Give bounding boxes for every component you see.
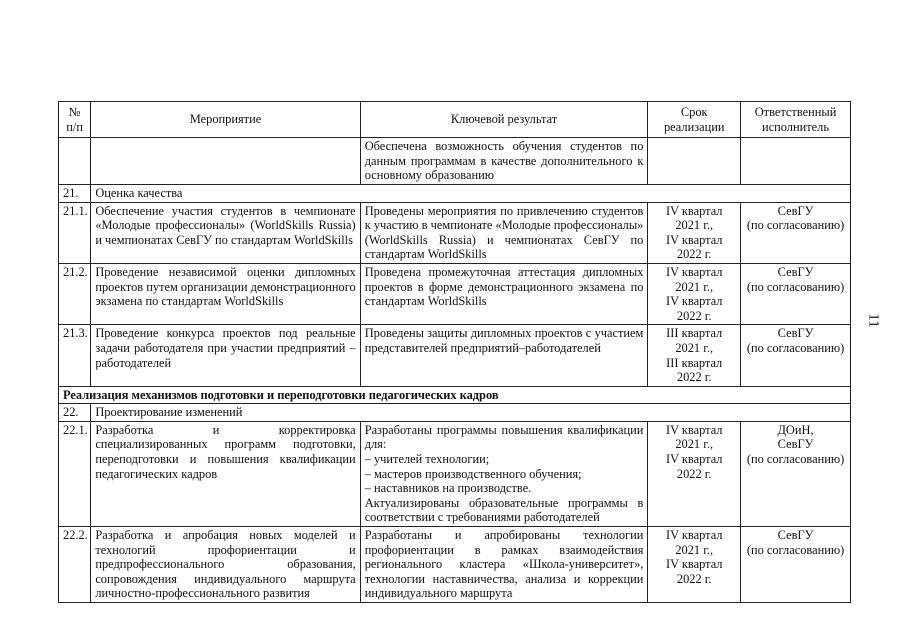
cell-number: 21.3. bbox=[59, 325, 91, 386]
table-row bbox=[59, 263, 851, 324]
group-title: Проектирование изменений bbox=[91, 404, 851, 422]
table-row bbox=[59, 421, 851, 526]
cell-number: 22.2. bbox=[59, 527, 91, 603]
action-plan-table bbox=[58, 101, 851, 603]
result-outro: Актуализированы образовательные программы в соответствии с требованиями работодателей bbox=[364, 495, 644, 525]
cell-number: 21.1. bbox=[59, 202, 91, 263]
cell-responsible: СевГУ (по согласованию) bbox=[741, 202, 851, 263]
header-term: Срок реализации bbox=[648, 102, 741, 138]
cell-responsible bbox=[741, 138, 851, 185]
cell-term bbox=[648, 138, 741, 185]
cell-term: IV квартал 2021 г., IV квартал 2022 г. bbox=[648, 202, 741, 263]
cell-result: Проведены защиты дипломных проектов с участием представителей предприятий–работодателей bbox=[360, 325, 648, 386]
cell-activity: Проведение независимой оценки дипломных проектов путем организации демонстрационного экзамена по стандартам WorldSkills bbox=[91, 263, 360, 324]
page-number: 11 bbox=[865, 313, 882, 328]
cell-result: Обеспечена возможность обучения студентов по данным программам в качестве дополнительного к основному образованию bbox=[360, 138, 648, 185]
section-row bbox=[59, 386, 851, 404]
cell-activity bbox=[91, 138, 360, 185]
cell-activity: Разработка и корректировка специализированных программ подготовки, переподготовки и повышения квалификации педагогических кадров bbox=[91, 421, 360, 526]
cell-responsible: СевГУ (по согласованию) bbox=[741, 325, 851, 386]
table-row bbox=[59, 202, 851, 263]
header-number: № п/п bbox=[59, 102, 91, 138]
result-intro: Разработаны программы повышения квалификации для: bbox=[364, 422, 644, 452]
section-title: Реализация механизмов подготовки и переподготовки педагогических кадров bbox=[59, 386, 851, 404]
header-responsible: Ответственный исполнитель bbox=[741, 102, 851, 138]
cell-number: 22.1. bbox=[59, 421, 91, 526]
cell-responsible: СевГУ (по согласованию) bbox=[741, 527, 851, 603]
cell-number bbox=[59, 138, 91, 185]
group-number: 21. bbox=[59, 184, 91, 202]
cell-result: Проведена промежуточная аттестация дипломных проектов в форме демонстрационного экзамена по стандартам WorldSkills bbox=[360, 263, 648, 324]
cell-number: 21.2. bbox=[59, 263, 91, 324]
list-item: – наставников на производстве. bbox=[365, 481, 644, 496]
table-row bbox=[59, 325, 851, 386]
header-activity: Мероприятие bbox=[91, 102, 360, 138]
group-row bbox=[59, 404, 851, 422]
cell-activity: Обеспечение участия студентов в чемпионате «Молодые профессионалы» (WorldSkills Russia) и чемпионатах СевГУ по стандартам WorldSkills bbox=[91, 202, 360, 263]
cell-responsible: СевГУ (по согласованию) bbox=[741, 263, 851, 324]
group-row bbox=[59, 184, 851, 202]
cell-result: Проведены мероприятия по привлечению студентов к участию в чемпионате «Молодые профессионалы» (WorldSkills Russia) и чемпионатах СевГУ по стандартам WorldSkills bbox=[360, 202, 648, 263]
header-result: Ключевой результат bbox=[360, 102, 648, 138]
list-item: – мастеров производственного обучения; bbox=[365, 467, 644, 482]
table-row bbox=[59, 527, 851, 603]
table-header-row bbox=[59, 102, 851, 138]
cell-activity: Разработка и апробация новых моделей и технологий профориентации и предпрофессионального образования, сопровождения индивидуального маршрута личностно-профессионального развития bbox=[91, 527, 360, 603]
cell-activity: Проведение конкурса проектов под реальные задачи работодателя при участии предприятий – работодателей bbox=[91, 325, 360, 386]
table-row bbox=[59, 138, 851, 185]
group-number: 22. bbox=[59, 404, 91, 422]
cell-result bbox=[360, 421, 648, 526]
cell-responsible: ДОиН, СевГУ (по согласованию) bbox=[741, 421, 851, 526]
cell-term: III квартал 2021 г., III квартал 2022 г. bbox=[648, 325, 741, 386]
result-list bbox=[365, 452, 644, 496]
list-item: – учителей технологии; bbox=[365, 452, 644, 467]
cell-term: IV квартал 2021 г., IV квартал 2022 г. bbox=[648, 421, 741, 526]
cell-term: IV квартал 2021 г., IV квартал 2022 г. bbox=[648, 263, 741, 324]
cell-result: Разработаны и апробированы технологии профориентации в рамках взаимодействия регионального кластера «Школа-университет», технологии наставничества, анализа и коррекции индивидуального маршрута bbox=[360, 527, 648, 603]
cell-term: IV квартал 2021 г., IV квартал 2022 г. bbox=[648, 527, 741, 603]
group-title: Оценка качества bbox=[91, 184, 851, 202]
